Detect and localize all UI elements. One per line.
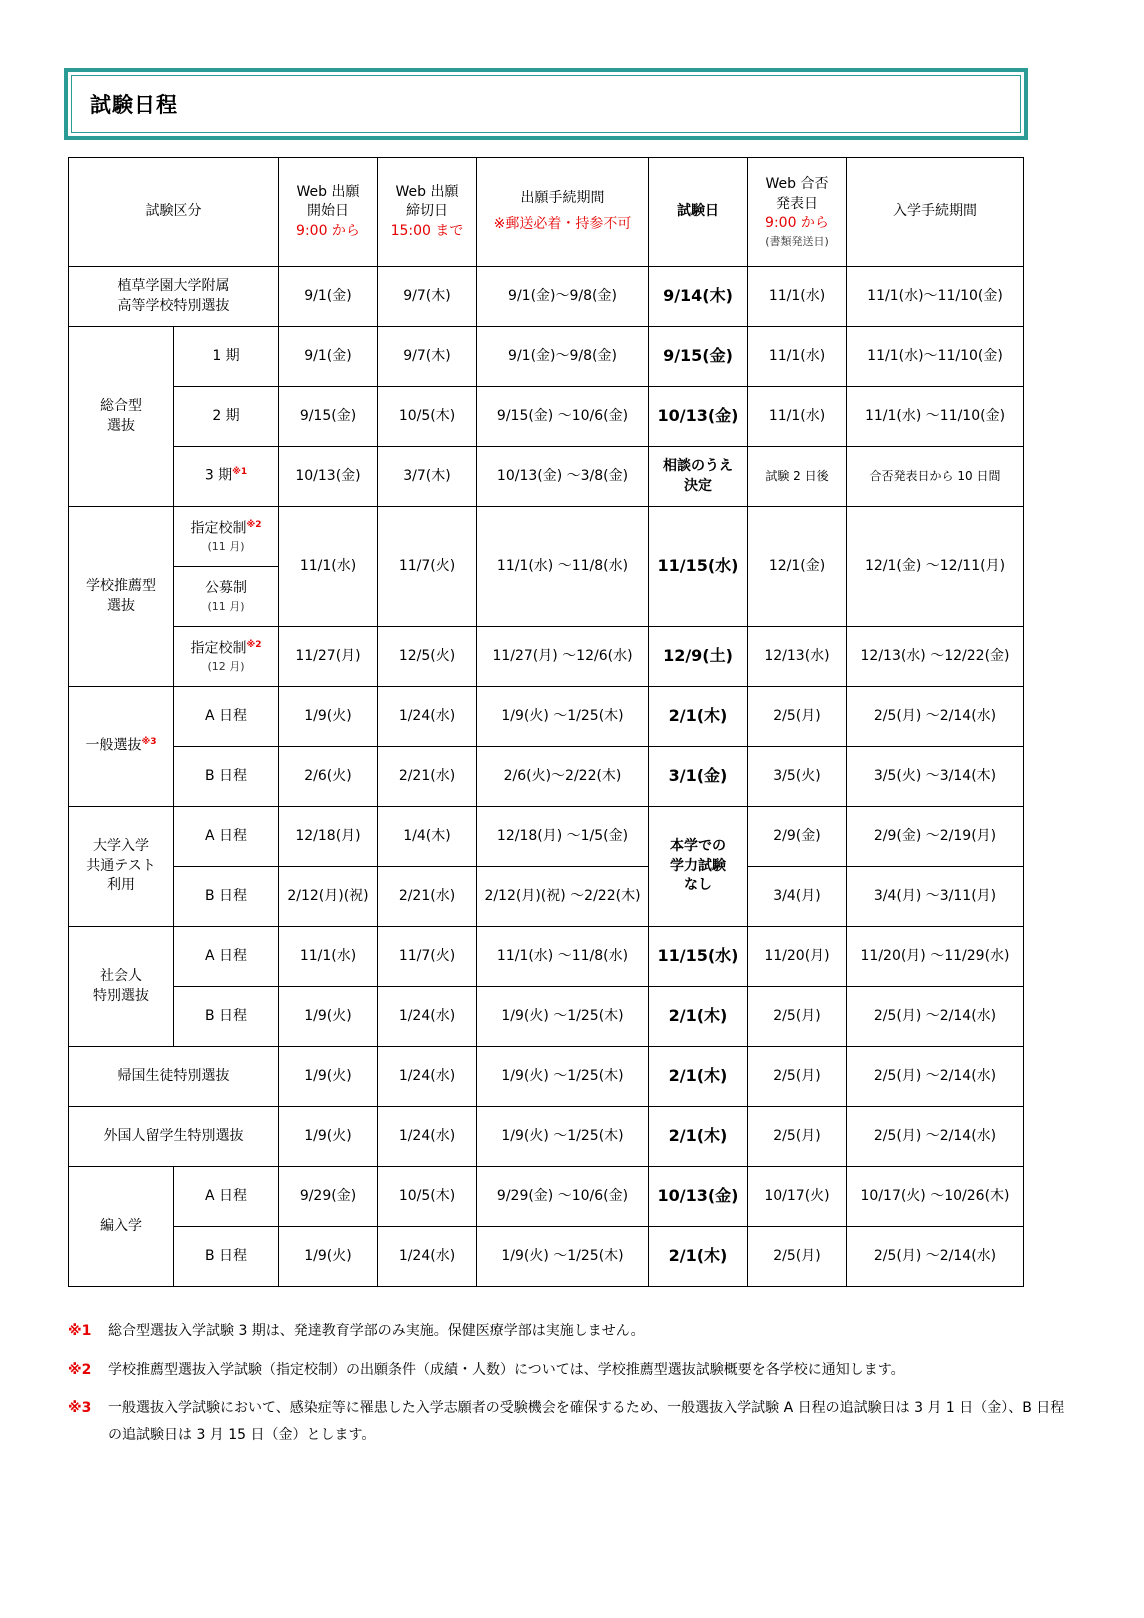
table-row: 大学入学 共通テスト 利用 A 日程 12/18(月) 1/4(木) 12/18(月) ～1/5(金) 本学での 学力試験 なし 2/9(金) 2/9(金) ～2/19(月) (69, 807, 1024, 867)
page-title: 試験日程 (90, 93, 178, 117)
table-row: 3 期$^{※1}$ 10/13(金) 3/7(木) 10/13(金) ～3/8(金) 相談のうえ 決定 試験 2 日後 合否発表日から 10 日間 (69, 447, 1024, 507)
footnote (68, 1395, 1068, 1448)
header-exam-date: 試験日 (649, 158, 748, 267)
table-row: 植草学園大学附属 高等学校特別選抜 9/1(金) 9/7(木) 9/1(金)～9/8(金) 9/14(木) 11/1(水) 11/1(水)～11/10(金) (69, 267, 1024, 327)
table-row: 2 期 9/15(金) 10/5(木) 9/15(金) ～10/6(金) 10/13(金) 11/1(水) 11/1(水) ～11/10(金) (69, 387, 1024, 447)
sub-kobo: 公募制 (11 月) (174, 567, 279, 627)
table-row: B 日程 1/9(火) 1/24(水) 1/9(火) ～1/25(木) 2/1(木) 2/5(月) 2/5(月) ～2/14(水) (69, 1227, 1024, 1287)
table-row: B 日程 2/6(火) 2/21(水) 2/6(火)～2/22(木) 3/1(金) 3/5(火) 3/5(火) ～3/14(木) (69, 747, 1024, 807)
group-hennyu: 編入学 (69, 1167, 174, 1287)
footnote-text: 学校推薦型選抜入学試験（指定校制）の出願条件（成績・人数）については、学校推薦型選抜試験概要を各学校に通知します。 (108, 1361, 905, 1378)
header-enroll: 入学手続期間 (847, 158, 1024, 267)
group-kyotsu: 大学入学 共通テスト 利用 (69, 807, 174, 927)
title-box (64, 68, 1028, 140)
sub-shitei12: 指定校制$^{※2}$ (12 月) (174, 627, 279, 687)
table-row: 社会人 特別選抜 A 日程 11/1(水) 11/7(火) 11/1(水) ～11/8(水) 11/15(水) 11/20(月) 11/20(月) ～11/29(水) (69, 927, 1024, 987)
header-web-end: Web 出願 締切日 15:00 まで (378, 158, 477, 267)
header-category: 試験区分 (69, 158, 279, 267)
sub-ki1: 1 期 (174, 327, 279, 387)
header-web-start: Web 出願 開始日 9:00 から (279, 158, 378, 267)
table-row: 指定校制$^{※2}$ (12 月) 11/27(月) 12/5(火) 11/27(月) ～12/6(水) 12/9(土) 12/13(水) 12/13(水) ～12/22(金) (69, 627, 1024, 687)
table-row: 一般選抜$^{※3}$ A 日程 1/9(火) 1/24(水) 1/9(火) ～1/25(木) 2/1(木) 2/5(月) 2/5(月) ～2/14(水) (69, 687, 1024, 747)
group-kikoku: 帰国生徒特別選抜 (69, 1047, 279, 1107)
footnote-text: 総合型選抜入学試験 3 期は、発達教育学部のみ実施。保健医療学部は実施しません。 (108, 1323, 645, 1339)
table-row: B 日程 1/9(火) 1/24(水) 1/9(火) ～1/25(木) 2/1(木) 2/5(月) 2/5(月) ～2/14(水) (69, 987, 1024, 1047)
table-row: 学校推薦型 選抜 指定校制$^{※2}$ (11 月) 11/1(水) 11/7(火) 11/1(水) ～11/8(水) 11/15(水) 12/1(金) 12/1(金) ～12/11(月) (69, 507, 1024, 567)
footnotes (68, 1318, 1068, 1460)
sub-ki3: 3 期$^{※1}$ (174, 447, 279, 507)
footnote-text: 一般選抜入学試験において、感染症等に罹患した入学志願者の受験機会を確保するため、一般選抜入学試験 A 日程の追試験日は 3 月 1 日（金）、B 日程の追試験日は 3 月 15 日（金）とします。 (108, 1400, 1065, 1443)
table-row: 外国人留学生特別選抜 1/9(火) 1/24(水) 1/9(火) ～1/25(木) 2/1(木) 2/5(月) 2/5(月) ～2/14(水) (69, 1107, 1024, 1167)
table-row: B 日程 2/12(月)(祝) 2/21(水) 2/12(月)(祝) ～2/22(木) 3/4(月) 3/4(月) ～3/11(月) (69, 867, 1024, 927)
header-result: Web 合否 発表日 9:00 から (書類発送日) (748, 158, 847, 267)
table-row: 帰国生徒特別選抜 1/9(火) 1/24(水) 1/9(火) ～1/25(木) 2/1(木) 2/5(月) 2/5(月) ～2/14(水) (69, 1047, 1024, 1107)
footnote-mark: ※1 (68, 1323, 92, 1339)
sub-shitei: 指定校制$^{※2}$ (11 月) (174, 507, 279, 567)
table-row: 編入学 A 日程 9/29(金) 10/5(木) 9/29(金) ～10/6(金) 10/13(金) 10/17(火) 10/17(火) ～10/26(木) (69, 1167, 1024, 1227)
group-ippan: 一般選抜$^{※3}$ (69, 687, 174, 807)
schedule-table (68, 157, 1024, 1287)
footnote-mark: ※2 (68, 1361, 92, 1378)
group-suisen: 学校推薦型 選抜 (69, 507, 174, 687)
footnote (68, 1357, 1068, 1384)
footnote (68, 1318, 1068, 1345)
group-uekusa: 植草学園大学附属 高等学校特別選抜 (69, 267, 279, 327)
group-shakai: 社会人 特別選抜 (69, 927, 174, 1047)
table-row: 総合型 選抜 1 期 9/1(金) 9/7(木) 9/1(金)～9/8(金) 9/15(金) 11/1(水) 11/1(水)～11/10(金) (69, 327, 1024, 387)
group-sougou: 総合型 選抜 (69, 327, 174, 507)
sub-ki2: 2 期 (174, 387, 279, 447)
title-inner (71, 75, 1021, 133)
header-procedure: 出願手続期間 ※郵送必着・持参不可 (477, 158, 649, 267)
footnote-mark: ※3 (68, 1400, 92, 1417)
header-row (69, 158, 1024, 267)
group-gaikoku: 外国人留学生特別選抜 (69, 1107, 279, 1167)
